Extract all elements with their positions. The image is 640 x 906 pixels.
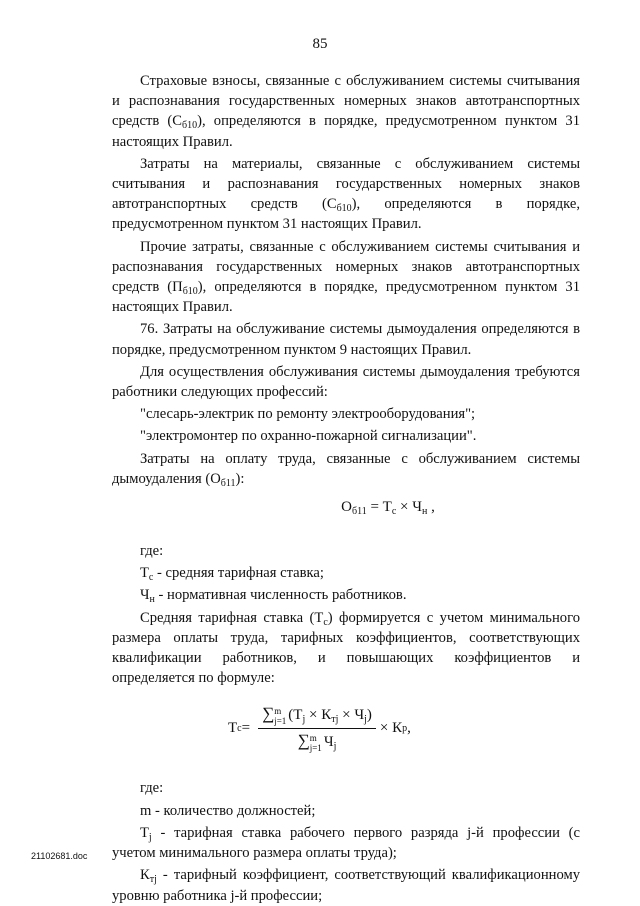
paragraph-avg-rate-formation: Средняя тарифная ставка $(Т_с)$ формируется с учетом минимального размера оплаты труда, тарифных коэффициентов, соответствующих квалификации работников, и повышающих коэффициентов и определяется по формуле: bbox=[112, 609, 580, 687]
profession-electrician: "слесарь-электрик по ремонту электрооборудования"; bbox=[140, 406, 476, 423]
formula-avg-rate: Т с = ∑ m j=1 $(Т_j \times К_{тj} \times Ч_j)$ ∑ m j=1 $Ч_j$ × К р , bbox=[228, 704, 411, 753]
paragraph-other-costs: Прочие затраты, связанные с обслуживанием системы считывания и распознавания государственных номерных знаков автотранспортных средств $(П_{б10})$, определяются в порядке, предусмотренном пунктом 31 настоящих Правил. bbox=[112, 238, 580, 316]
fraction-denominator: ∑ m j=1 $Ч_j$ bbox=[297, 731, 337, 753]
paragraph-labor-costs: Затраты на оплату труда, связанные с обслуживанием системы дымоудаления $(О_{б11})$: bbox=[112, 450, 580, 489]
profession-alarm-technician: "электромонтер по охранно-пожарной сигнализации". bbox=[140, 428, 477, 445]
definition-positions-count: m - количество должностей; bbox=[140, 802, 316, 819]
paragraph-professions-intro: Для осуществления обслуживания системы дымоудаления требуются работники следующих профессий: bbox=[112, 363, 580, 401]
paragraph-item-76: 76. Затраты на обслуживание системы дымоудаления определяются в порядке, предусмотренном пунктом 9 настоящих Правил. bbox=[112, 321, 580, 358]
file-name-footer: 21102681.doc bbox=[31, 851, 88, 861]
definition-headcount: $Ч_н$ - нормативная численность работников. bbox=[140, 587, 407, 606]
where-label-1: где: bbox=[140, 543, 164, 560]
document-body bbox=[112, 71, 580, 906]
page-number: 85 bbox=[312, 36, 328, 52]
definition-avg-rate: $Т_с$ - средняя тарифная ставка; bbox=[140, 565, 324, 584]
formula-labor-cost: $О_{б11} = Т_с \times Ч_н$ , bbox=[341, 499, 435, 518]
fraction-numerator: ∑ m j=1 $(Т_j \times К_{тj} \times Ч_j)$ bbox=[258, 704, 376, 729]
definition-tariff-rate: $Т_j$ - тарифная ставка рабочего первого разряда j-й профессии (с учетом минимального размера оплаты труда); bbox=[112, 824, 580, 862]
where-label-2: где: bbox=[140, 780, 164, 797]
definition-tariff-coefficient: $К_{тj}$ - тарифный коэффициент, соответствующий квалификационному уровню работника j-й профессии; bbox=[112, 867, 580, 904]
paragraph-insurance: Страховые взносы, связанные с обслуживанием системы считывания и распознавания государственных номерных знаков автотранспортных средств $(С_{б10})$, определяются в порядке, предусмотренном пунктом 31 настоящих Правил. bbox=[112, 73, 580, 150]
paragraph-materials: Затраты на материалы, связанные с обслуживанием системы считывания и распознавания государственных номерных знаков автотранспортных средств $(С_{б10})$, определяются в порядке, предусмотренном пунктом 31 настоящих Правил. bbox=[112, 155, 580, 233]
fraction bbox=[258, 704, 376, 752]
